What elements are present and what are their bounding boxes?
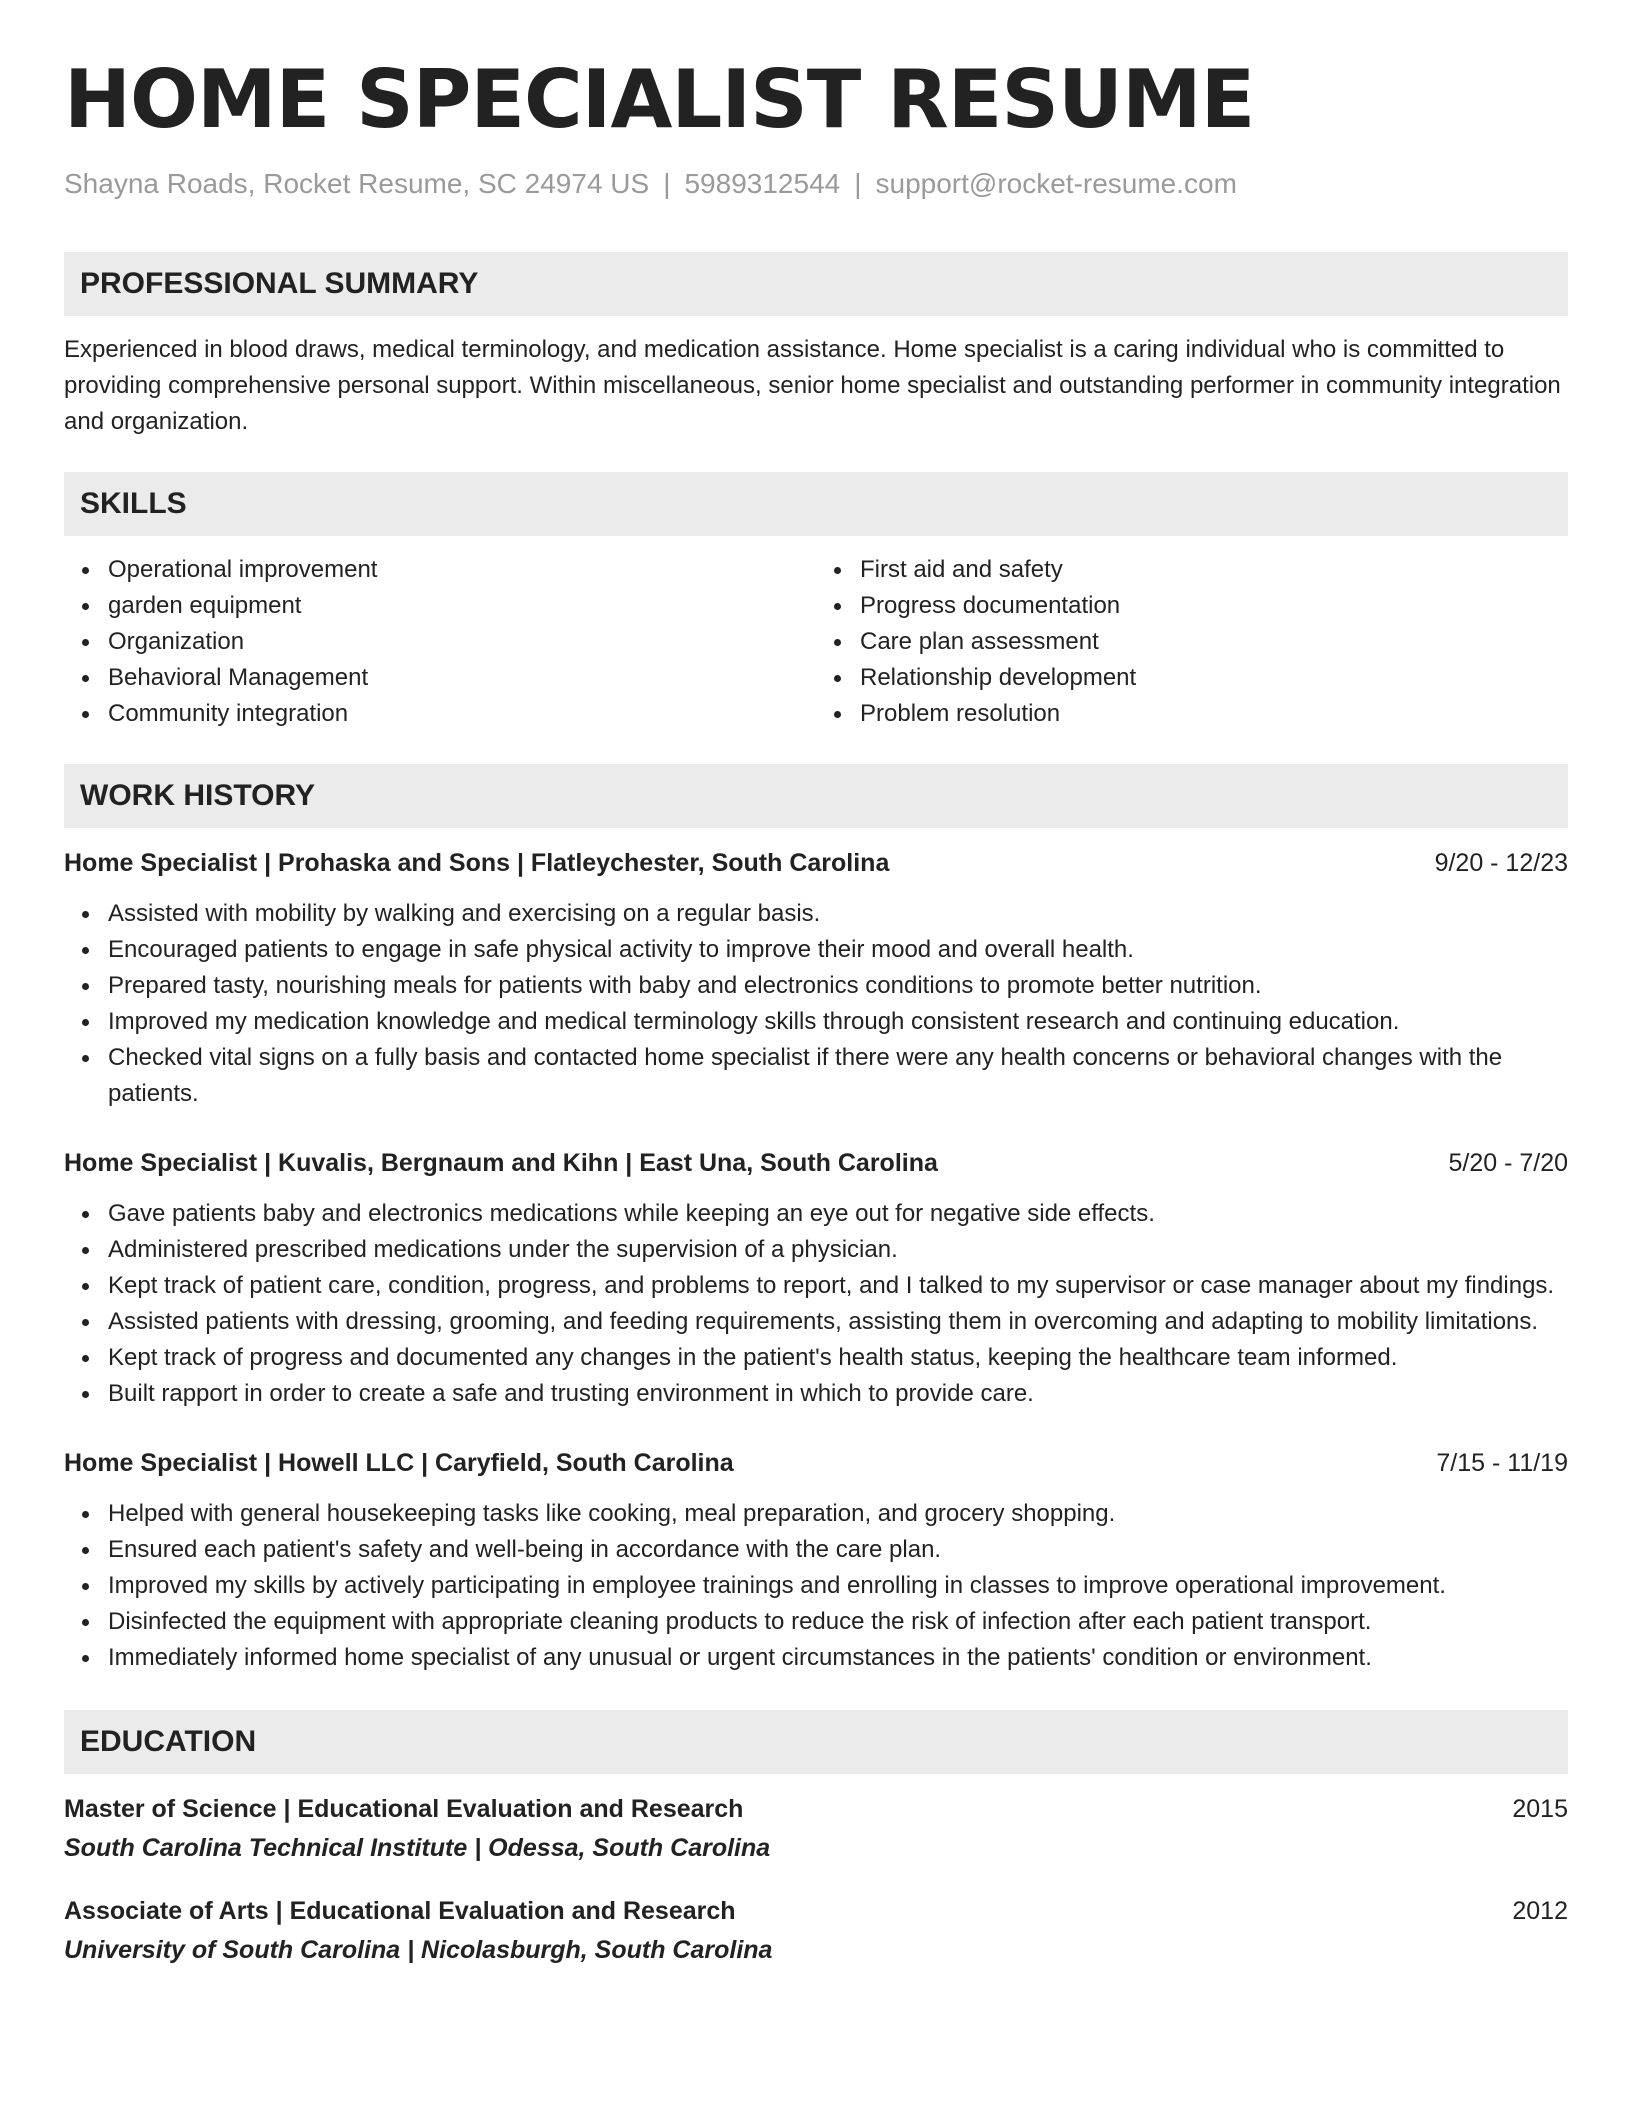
section-heading-summary: PROFESSIONAL SUMMARY	[64, 252, 1568, 316]
education-school: University of South Carolina | Nicolasburgh, South Carolina	[64, 1936, 773, 1964]
job-bullet: Kept track of patient care, condition, progress, and problems to report, and I talked to my supervisor or case manager about my findings.	[108, 1268, 1568, 1304]
job-bullet: Helped with general housekeeping tasks like cooking, meal preparation, and grocery shopping.	[108, 1496, 1568, 1532]
job-bullet: Kept track of progress and documented any changes in the patient's health status, keeping the healthcare team informed.	[108, 1340, 1568, 1376]
job-bullet: Assisted with mobility by walking and exercising on a regular basis.	[108, 896, 1568, 932]
skill-item: First aid and safety	[860, 552, 1568, 588]
job-title: Home Specialist | Kuvalis, Bergnaum and Kihn | East Una, South Carolina	[64, 1149, 938, 1177]
job-title: Home Specialist | Howell LLC | Caryfield, South Carolina	[64, 1449, 734, 1477]
education-degree: Master of Science | Educational Evaluation and Research	[64, 1795, 744, 1823]
job-bullets	[64, 896, 1568, 1112]
skills-column-left	[64, 552, 816, 732]
job-bullet: Checked vital signs on a fully basis and contacted home specialist if there were any health concerns or behavioral changes with the patients.	[108, 1040, 1568, 1112]
job-dates: 5/20 - 7/20	[1448, 1149, 1568, 1177]
education-year: 2015	[1512, 1795, 1568, 1823]
skill-item: garden equipment	[108, 588, 816, 624]
skill-item: Problem resolution	[860, 696, 1568, 732]
job-bullet: Assisted patients with dressing, grooming, and feeding requirements, assisting them in overcoming and adapting to mobility limitations.	[108, 1304, 1568, 1340]
education-year: 2012	[1512, 1897, 1568, 1925]
skill-item: Operational improvement	[108, 552, 816, 588]
job-bullet: Improved my skills by actively participating in employee trainings and enrolling in classes to improve operational improvement.	[108, 1568, 1568, 1604]
job-bullet: Ensured each patient's safety and well-being in accordance with the care plan.	[108, 1532, 1568, 1568]
education-header	[64, 1792, 1568, 1826]
job-entry	[64, 1146, 1568, 1412]
skill-item: Relationship development	[860, 660, 1568, 696]
contact-address: Shayna Roads, Rocket Resume, SC 24974 US	[64, 168, 650, 199]
job-entry	[64, 1446, 1568, 1676]
job-dates: 7/15 - 11/19	[1436, 1449, 1568, 1477]
job-header	[64, 1446, 1568, 1480]
job-bullet: Immediately informed home specialist of any unusual or urgent circumstances in the patients' condition or environment.	[108, 1640, 1568, 1676]
education-entry	[64, 1894, 1568, 1968]
job-dates: 9/20 - 12/23	[1434, 849, 1568, 877]
job-bullet: Gave patients baby and electronics medications while keeping an eye out for negative side effects.	[108, 1196, 1568, 1232]
section-heading-skills: SKILLS	[64, 472, 1568, 536]
skill-item: Care plan assessment	[860, 624, 1568, 660]
job-bullets	[64, 1496, 1568, 1676]
education-entry	[64, 1792, 1568, 1866]
job-bullets	[64, 1196, 1568, 1412]
contact-separator: |	[663, 168, 671, 199]
section-heading-education: EDUCATION	[64, 1710, 1568, 1774]
skill-item: Progress documentation	[860, 588, 1568, 624]
section-heading-work-history: WORK HISTORY	[64, 764, 1568, 828]
job-title: Home Specialist | Prohaska and Sons | Flatleychester, South Carolina	[64, 849, 890, 877]
skill-item: Organization	[108, 624, 816, 660]
job-bullet: Improved my medication knowledge and medical terminology skills through consistent research and continuing education.	[108, 1004, 1568, 1040]
skill-item: Community integration	[108, 696, 816, 732]
education-header	[64, 1894, 1568, 1928]
job-bullet: Built rapport in order to create a safe and trusting environment in which to provide care.	[108, 1376, 1568, 1412]
skills-column-right	[816, 552, 1568, 732]
skills-grid	[64, 552, 1568, 732]
job-bullet: Administered prescribed medications under the supervision of a physician.	[108, 1232, 1568, 1268]
contact-separator: |	[854, 168, 862, 199]
job-bullet: Prepared tasty, nourishing meals for patients with baby and electronics conditions to promote better nutrition.	[108, 968, 1568, 1004]
contact-line	[64, 166, 1568, 202]
resume-title: HOME SPECIALIST RESUME	[64, 53, 1255, 146]
summary-text: Experienced in blood draws, medical terminology, and medication assistance. Home specialist is a caring individual who is committed to providing comprehensive personal support. Within miscellaneous, senior home specialist and outstanding performer in community integration and organization.	[64, 336, 1561, 435]
job-entry	[64, 846, 1568, 1112]
education-school: South Carolina Technical Institute | Odessa, South Carolina	[64, 1834, 771, 1862]
skill-item: Behavioral Management	[108, 660, 816, 696]
job-header	[64, 1146, 1568, 1180]
job-bullet: Disinfected the equipment with appropriate cleaning products to reduce the risk of infection after each patient transport.	[108, 1604, 1568, 1640]
contact-phone: 5989312544	[684, 168, 841, 199]
education-degree: Associate of Arts | Educational Evaluation and Research	[64, 1897, 736, 1925]
contact-email: support@rocket-resume.com	[875, 168, 1237, 199]
job-bullet: Encouraged patients to engage in safe physical activity to improve their mood and overall health.	[108, 932, 1568, 968]
job-header	[64, 846, 1568, 880]
